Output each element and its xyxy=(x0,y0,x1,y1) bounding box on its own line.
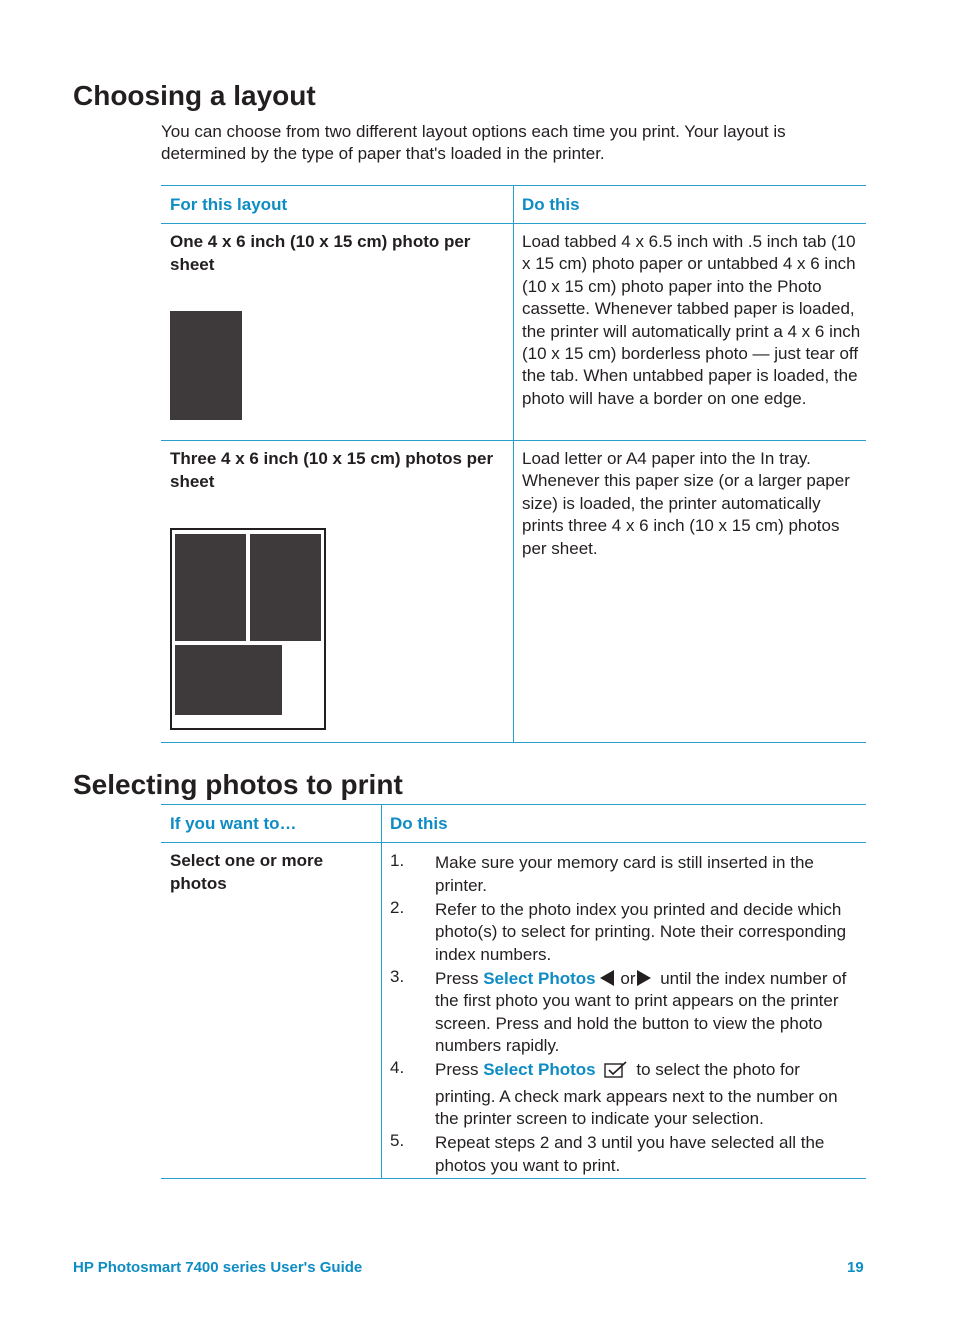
step-number: 2. xyxy=(390,897,405,917)
task-select-photos: Select one or more photos xyxy=(170,851,324,893)
table-column-divider xyxy=(513,185,514,743)
step-3 xyxy=(390,968,860,1058)
table-column-divider xyxy=(381,804,382,1179)
select-photos-table xyxy=(161,804,866,1179)
step-text-post: until the index number of the first photo you want to print appears on the printer screen. Press and hold the button to view the photo numbers rapidly. xyxy=(435,968,847,1055)
photo-slot-2 xyxy=(250,534,321,641)
step-text-post: to select the photo for printing. A check mark appears next to the number on the printer screen to indicate your selection. xyxy=(435,1060,838,1128)
step-text-pre: Press xyxy=(435,968,479,988)
select-photos-button-label: Select Photos xyxy=(483,968,596,988)
select-check-icon xyxy=(604,1061,628,1086)
intro-paragraph: You can choose from two different layout options each time you print. Your layout is determined by the type of paper that's loaded in the printer. xyxy=(161,122,786,163)
step-text: Repeat steps 2 and 3 until you have selected all the photos you want to print. xyxy=(435,1133,825,1175)
column-header-action: Do this xyxy=(390,814,448,833)
step-text-mid: or xyxy=(620,968,636,988)
layout-three-photos-label: Three 4 x 6 inch (10 x 15 cm) photos per sheet xyxy=(170,449,494,491)
step-1 xyxy=(390,852,860,897)
table-rule-header xyxy=(161,842,866,843)
right-arrow-icon xyxy=(637,970,651,986)
step-number: 5. xyxy=(390,1131,405,1150)
table-rule-top xyxy=(161,804,866,805)
layout-one-photo-label: One 4 x 6 inch (10 x 15 cm) photo per sheet xyxy=(170,232,471,274)
section-title-selecting-photos: Selecting photos to print xyxy=(73,769,403,800)
three-photo-sheet-illustration xyxy=(170,528,326,730)
column-header-task: If you want to… xyxy=(170,814,297,833)
step-text: Refer to the photo index you printed and decide which photo(s) to select for printing. Note their corresponding index numbers. xyxy=(435,899,847,964)
single-photo-illustration xyxy=(170,311,242,420)
layout-table xyxy=(161,185,866,743)
footer-guide-title: HP Photosmart 7400 series User's Guide xyxy=(73,1259,363,1276)
step-text-pre: Press xyxy=(435,1060,479,1079)
step-number: 1. xyxy=(390,851,405,870)
step-number: 3. xyxy=(390,966,405,986)
step-number: 4. xyxy=(390,1058,405,1077)
step-4 xyxy=(390,1059,860,1131)
column-header-layout: For this layout xyxy=(170,195,288,214)
photo-slot-3 xyxy=(175,645,282,715)
step-5 xyxy=(390,1132,860,1177)
layout-one-photo-instructions: Load tabbed 4 x 6.5 inch with .5 inch tab (10 x 15 cm) photo paper or untabbed 4 x 6 inch (10 x 15 cm) photo paper into the Photo cassette. Whenever tabbed paper is loaded, the printer will automatically print a 4 x 6 inch (10 x 15 cm) borderless photo — just tear off the tab. When untabbed paper is loaded, the photo will have a border on one edge. xyxy=(522,232,861,408)
step-text: Make sure your memory card is still inserted in the printer. xyxy=(435,853,814,895)
section-title-choosing-layout: Choosing a layout xyxy=(73,80,316,111)
step-2 xyxy=(390,899,860,967)
left-arrow-icon xyxy=(600,970,614,986)
column-header-action: Do this xyxy=(522,195,580,214)
steps-list xyxy=(390,852,860,1179)
layout-three-photos-instructions: Load letter or A4 paper into the In tray. Whenever this paper size (or a larger paper size) is loaded, the printer automatically prints three 4 x 6 inch (10 x 15 cm) photos per sheet. xyxy=(522,449,850,558)
select-photos-button-label: Select Photos xyxy=(483,1060,596,1079)
photo-slot-1 xyxy=(175,534,246,641)
footer-page-number: 19 xyxy=(847,1259,864,1276)
